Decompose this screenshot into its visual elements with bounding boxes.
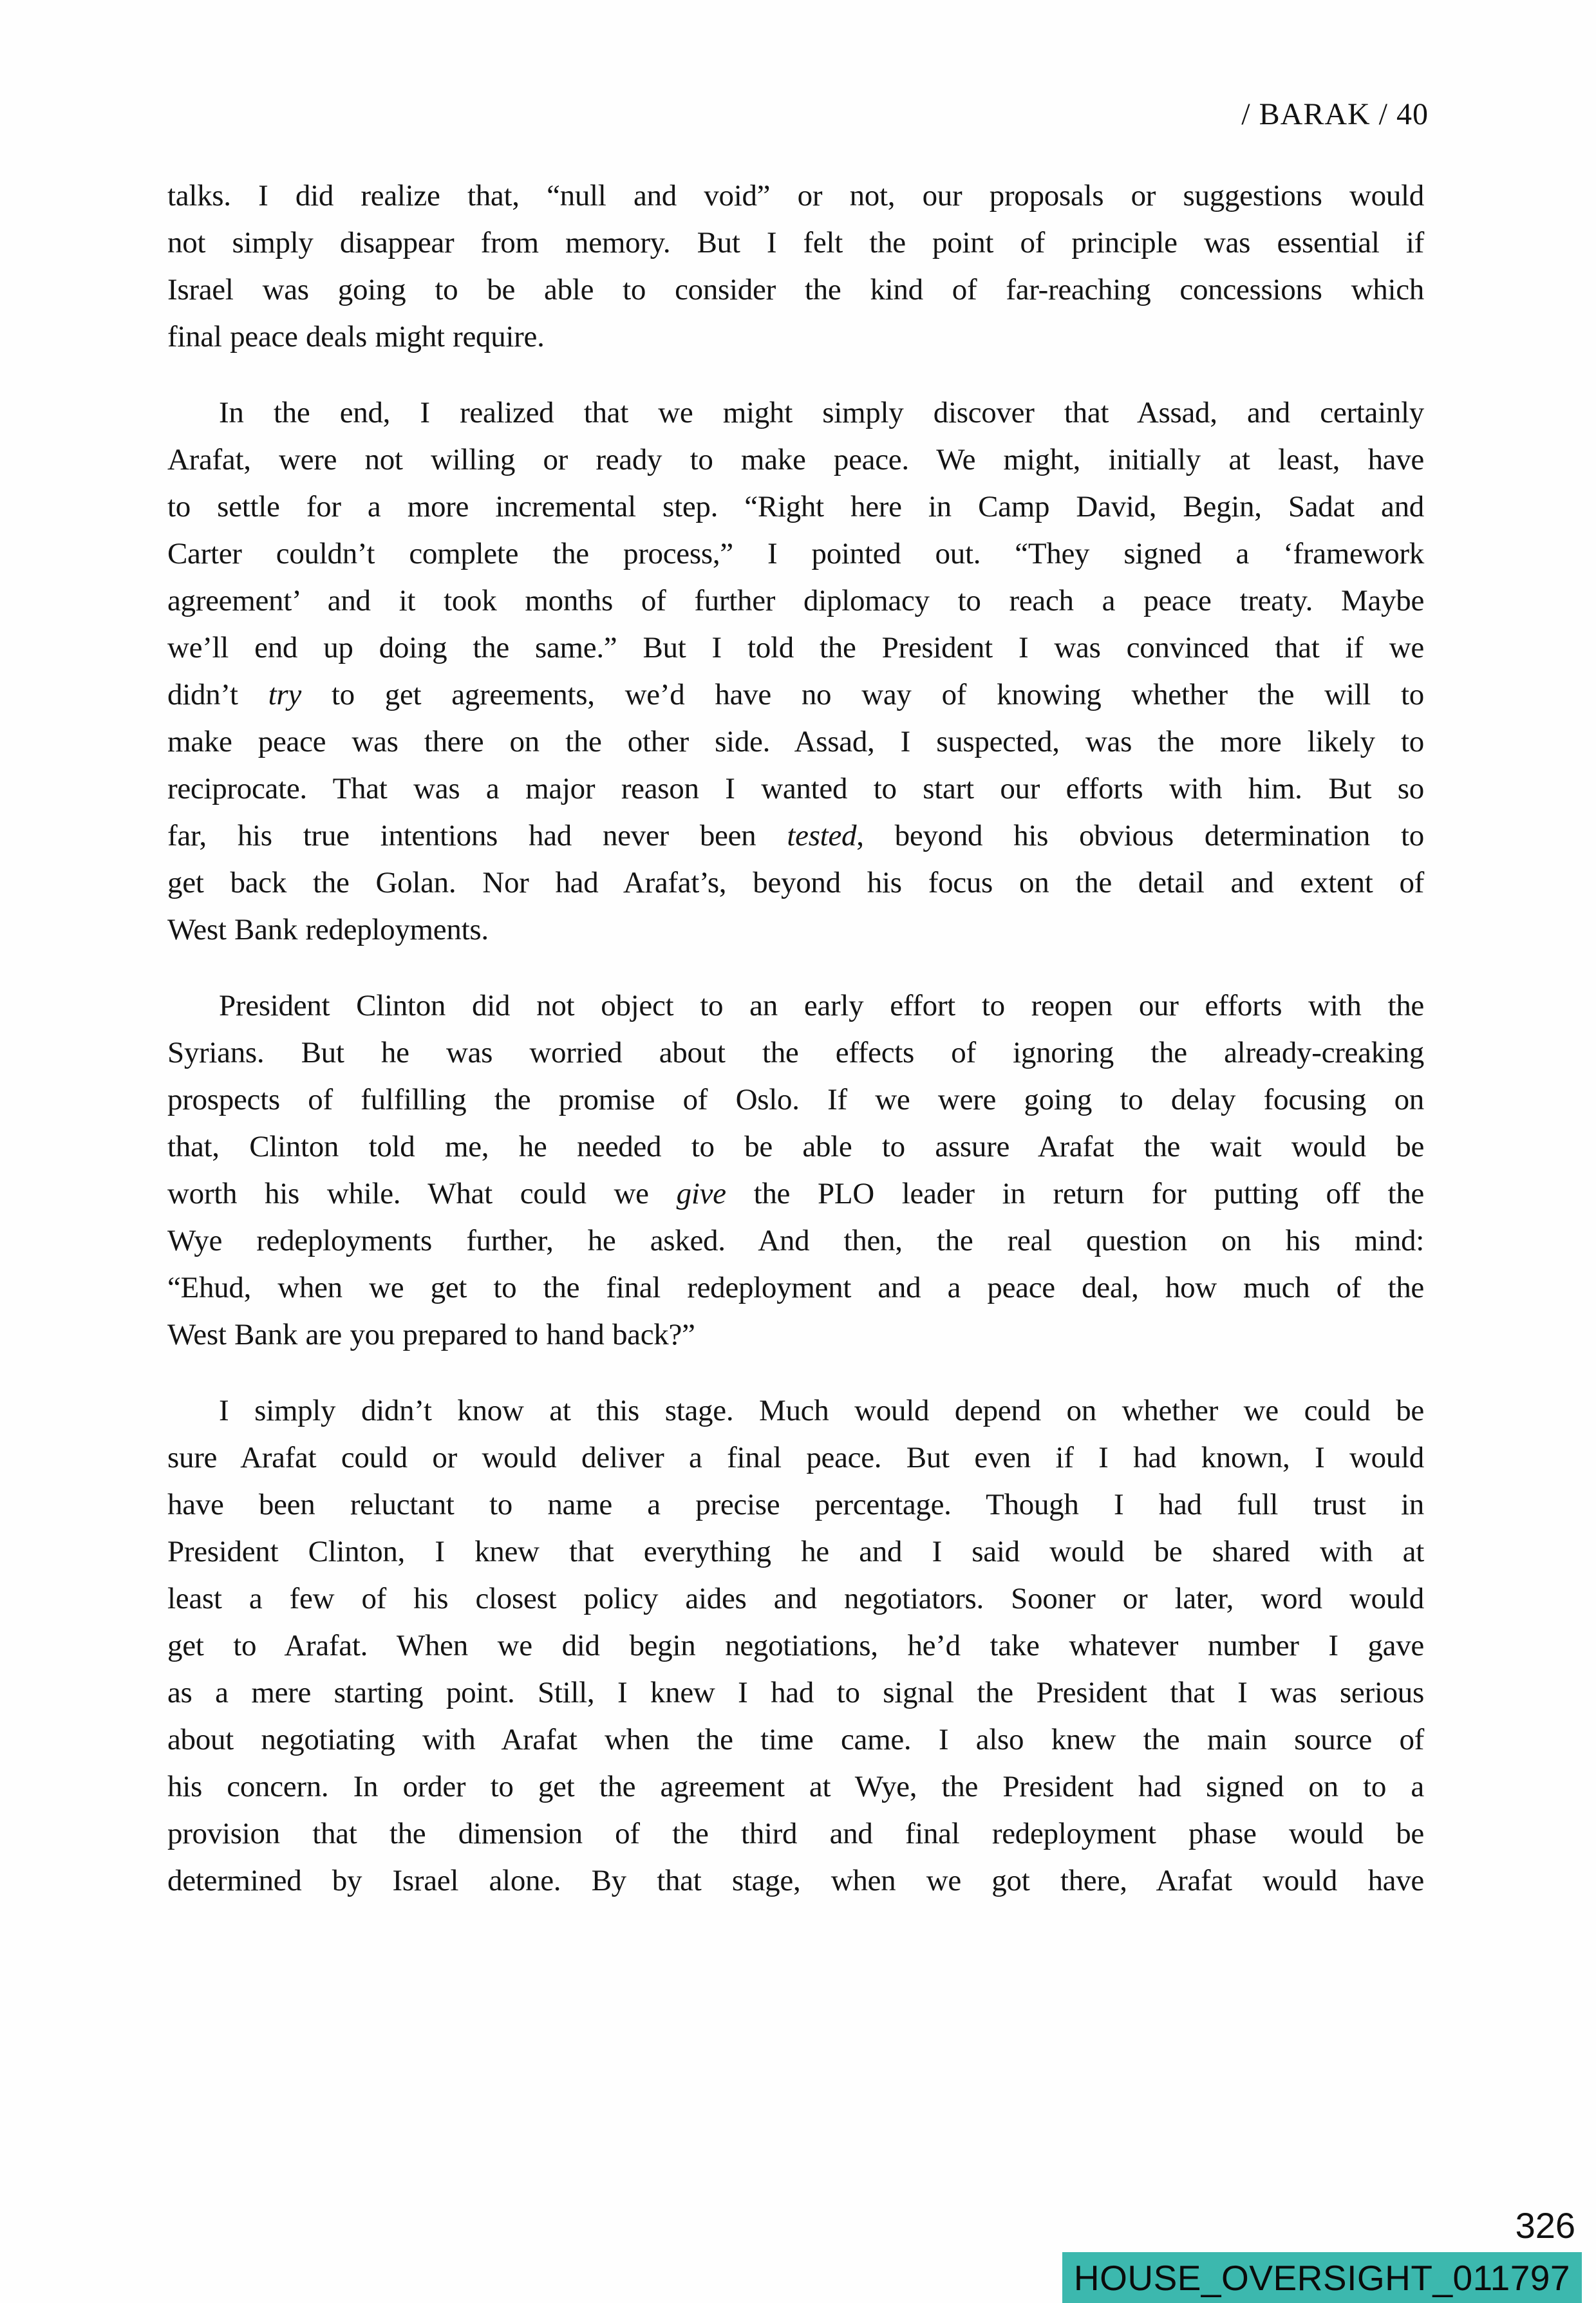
body-line xyxy=(167,1528,1424,1575)
text-segment: prospects of fulfilling the promise of Oslo. If we were going to delay focusing on xyxy=(167,1083,1424,1116)
body-line xyxy=(167,1076,1424,1123)
body-line xyxy=(167,766,1424,813)
body-text xyxy=(167,173,1424,1904)
text-segment: to get agreements, we’d have no way of knowing whether the will to xyxy=(301,678,1424,711)
text-segment: as a mere starting point. Still, I knew I had to signal the President that I was serious xyxy=(167,1676,1424,1709)
body-line xyxy=(167,813,1424,860)
text-segment: that, Clinton told me, he needed to be able to assure Arafat the wait would be xyxy=(167,1130,1424,1163)
body-line xyxy=(167,437,1424,484)
body-line xyxy=(167,1575,1424,1622)
text-segment: give xyxy=(676,1177,726,1210)
text-segment: West Bank are you prepared to hand back?” xyxy=(167,1318,695,1351)
body-line xyxy=(167,314,1424,361)
body-line xyxy=(167,860,1424,907)
page-number: 326 xyxy=(1515,2205,1575,2246)
body-line xyxy=(167,907,1424,954)
paragraph xyxy=(167,1387,1424,1904)
text-segment: his concern. In order to get the agreement at Wye, the President had signed on to a xyxy=(167,1770,1424,1803)
text-segment: President Clinton, I knew that everything he and I said would be shared with at xyxy=(167,1535,1424,1568)
body-line xyxy=(167,1029,1424,1076)
body-line xyxy=(167,1857,1424,1904)
paragraph xyxy=(167,390,1424,954)
text-segment: make peace was there on the other side. Assad, I suspected, was the more likely to xyxy=(167,725,1424,758)
body-line xyxy=(167,982,1424,1029)
text-segment: not simply disappear from memory. But I felt the point of principle was essential if xyxy=(167,226,1424,259)
body-line xyxy=(167,1481,1424,1528)
body-line xyxy=(167,1217,1424,1264)
text-segment: President Clinton did not object to an early effort to reopen our efforts with the xyxy=(219,989,1424,1022)
body-line xyxy=(167,531,1424,578)
body-line xyxy=(167,578,1424,625)
body-line xyxy=(167,1434,1424,1481)
body-line xyxy=(167,390,1424,437)
text-segment: reciprocate. That was a major reason I wanted to start our efforts with him. But so xyxy=(167,772,1424,805)
text-segment: Wye redeployments further, he asked. And then, the real question on his mind: xyxy=(167,1224,1424,1257)
text-segment: final peace deals might require. xyxy=(167,320,545,353)
text-segment: determined by Israel alone. By that stage, when we got there, Arafat would have xyxy=(167,1864,1424,1897)
body-line xyxy=(167,672,1424,719)
body-line xyxy=(167,1264,1424,1311)
text-segment: , beyond his obvious determination to xyxy=(856,819,1424,852)
text-segment: Carter couldn’t complete the process,” I pointed out. “They signed a ‘framework xyxy=(167,537,1424,570)
text-segment: the PLO leader in return for putting off the xyxy=(726,1177,1424,1210)
text-segment: talks. I did realize that, “null and void” or not, our proposals or suggestions would xyxy=(167,179,1424,212)
body-line xyxy=(167,719,1424,766)
body-line xyxy=(167,1387,1424,1434)
text-segment: “Ehud, when we get to the final redeployment and a peace deal, how much of the xyxy=(167,1271,1424,1304)
text-segment: didn’t xyxy=(167,678,268,711)
text-segment: In the end, I realized that we might simply discover that Assad, and certainly xyxy=(219,396,1424,429)
body-line xyxy=(167,1669,1424,1716)
text-segment: we’ll end up doing the same.” But I told the President I was convinced that if we xyxy=(167,631,1424,664)
text-segment: worth his while. What could we xyxy=(167,1177,677,1210)
text-segment: West Bank redeployments. xyxy=(167,913,489,946)
body-line xyxy=(167,1311,1424,1358)
paragraph xyxy=(167,982,1424,1358)
body-line xyxy=(167,625,1424,672)
text-segment: Syrians. But he was worried about the effects of ignoring the already-creaking xyxy=(167,1036,1424,1069)
text-segment: get to Arafat. When we did begin negotiations, he’d take whatever number I gave xyxy=(167,1629,1424,1662)
body-line xyxy=(167,1810,1424,1857)
text-segment: I simply didn’t know at this stage. Much would depend on whether we could be xyxy=(219,1394,1424,1427)
running-head: / BARAK / 40 xyxy=(1241,97,1429,131)
body-line xyxy=(167,173,1424,220)
text-segment: have been reluctant to name a precise percentage. Though I had full trust in xyxy=(167,1488,1424,1521)
text-segment: to settle for a more incremental step. “Right here in Camp David, Begin, Sadat and xyxy=(167,490,1424,523)
text-segment: tested xyxy=(787,819,857,852)
body-line xyxy=(167,1170,1424,1217)
text-segment: Arafat, were not willing or ready to make peace. We might, initially at least, have xyxy=(167,443,1424,476)
text-segment: far, his true intentions had never been xyxy=(167,819,787,852)
text-segment: about negotiating with Arafat when the time came. I also knew the main source of xyxy=(167,1723,1424,1756)
text-segment: get back the Golan. Nor had Arafat’s, beyond his focus on the detail and extent of xyxy=(167,866,1424,899)
body-line xyxy=(167,1622,1424,1669)
text-segment: try xyxy=(268,678,301,711)
bates-stamp: HOUSE_OVERSIGHT_011797 xyxy=(1062,2252,1582,2303)
body-line xyxy=(167,1716,1424,1763)
body-line xyxy=(167,484,1424,531)
body-line xyxy=(167,1123,1424,1170)
text-segment: least a few of his closest policy aides and negotiators. Sooner or later, word would xyxy=(167,1582,1424,1615)
body-line xyxy=(167,267,1424,314)
text-segment: provision that the dimension of the third and final redeployment phase would be xyxy=(167,1817,1424,1850)
paragraph xyxy=(167,173,1424,361)
body-line xyxy=(167,220,1424,267)
text-segment: sure Arafat could or would deliver a final peace. But even if I had known, I would xyxy=(167,1441,1424,1474)
text-segment: Israel was going to be able to consider the kind of far-reaching concessions which xyxy=(167,273,1424,306)
text-segment: agreement’ and it took months of further diplomacy to reach a peace treaty. Maybe xyxy=(167,584,1424,617)
body-line xyxy=(167,1763,1424,1810)
